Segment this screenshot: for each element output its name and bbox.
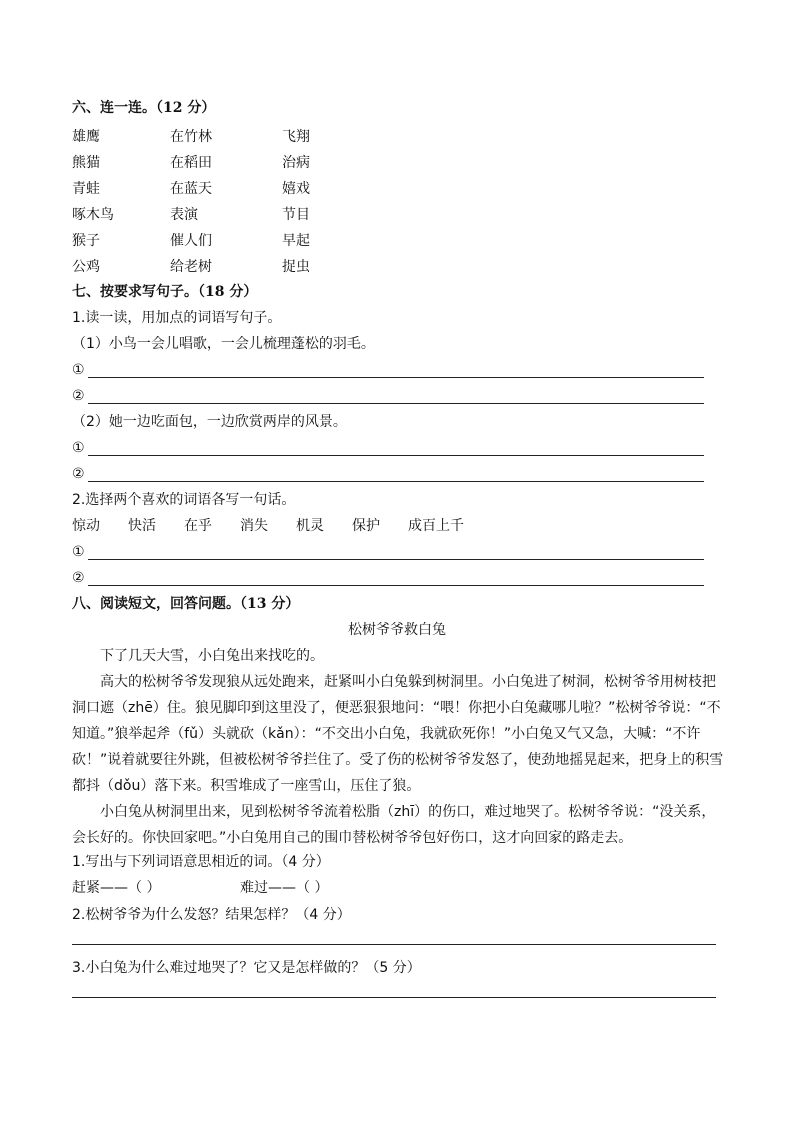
word-bank bbox=[72, 516, 492, 536]
answer-line[interactable] bbox=[72, 944, 716, 945]
question-8-1-item-1[interactable]: 赶紧——（ ） bbox=[72, 880, 161, 896]
match-subject: 熊猫 bbox=[72, 155, 100, 171]
match-action: 捉虫 bbox=[282, 259, 310, 275]
circle-2-marker: ② bbox=[72, 570, 85, 586]
word-bank-item: 惊动 bbox=[72, 518, 100, 534]
question-7-1-a: （1）小鸟一会儿唱歌，一会儿梳理蓬松的羽毛。 bbox=[72, 336, 375, 352]
answer-line[interactable] bbox=[72, 464, 704, 484]
answer-line[interactable] bbox=[72, 438, 704, 458]
circle-1-marker: ① bbox=[72, 544, 85, 560]
question-7-2: 2.选择两个喜欢的词语各写一句话。 bbox=[72, 492, 296, 508]
match-subject: 青蛙 bbox=[72, 181, 100, 197]
section-8-title: 八、阅读短文，回答问题。（13 分） bbox=[72, 596, 300, 612]
match-place: 给老树 bbox=[170, 259, 212, 275]
match-action: 治病 bbox=[282, 155, 310, 171]
word-bank-item: 保护 bbox=[352, 518, 380, 534]
story-paragraph: 高大的松树爷爷发现狼从远处跑来，赶紧叫小白兔躲到树洞里。小白兔进了树洞，松树爷爷用树枝把洞口遮（zhē）住。狼见脚印到这里没了，便恶狠狠地问：“喂！你把小白兔藏哪儿啦？”松树爷爷说：“不知道。”狼举起斧（fǔ）头就砍（kǎn）：“不交出小白兔，我就砍死你！”小白兔又气又急，大喊：“不许砍！”说着就要往外跳，但被松树爷爷拦住了。受了伤的松树爷爷发怒了，使劲地摇晃起来，把身上的积雪都抖（dǒu）落下来。积雪堆成了一座雪山，压住了狼。 bbox=[72, 674, 724, 794]
story-text bbox=[72, 643, 728, 851]
question-8-2: 2.松树爷爷为什么发怒？结果怎样？（4 分） bbox=[72, 907, 351, 923]
match-place: 表演 bbox=[170, 207, 198, 223]
question-8-3: 3.小白兔为什么难过地哭了？它又是怎样做的？（5 分） bbox=[72, 960, 421, 976]
circle-2-marker: ② bbox=[72, 466, 85, 482]
question-8-1: 1.写出与下列词语意思相近的词。（4 分） bbox=[72, 854, 330, 870]
circle-1-marker: ① bbox=[72, 440, 85, 456]
match-subject: 雄鹰 bbox=[72, 129, 100, 145]
word-bank-item: 成百上千 bbox=[408, 518, 464, 534]
section-7-title: 七、按要求写句子。（18 分） bbox=[72, 284, 258, 300]
match-place: 在蓝天 bbox=[170, 181, 212, 197]
story-paragraph: 小白兔从树洞里出来，见到松树爷爷流着松脂（zhī）的伤口，难过地哭了。松树爷爷说：“没关系，会长好的。你快回家吧。”小白兔用自己的围巾替松树爷爷包好伤口，这才向回家的路走去。 bbox=[72, 804, 716, 846]
word-bank-item: 在乎 bbox=[184, 518, 212, 534]
match-place: 在竹林 bbox=[170, 129, 212, 145]
answer-line[interactable] bbox=[72, 386, 704, 406]
circle-1-marker: ① bbox=[72, 362, 85, 378]
match-subject: 猴子 bbox=[72, 233, 100, 249]
question-7-1-b: （2）她一边吃面包，一边欣赏两岸的风景。 bbox=[72, 414, 347, 430]
match-action: 飞翔 bbox=[282, 129, 310, 145]
match-place: 在稻田 bbox=[170, 155, 212, 171]
section-6-title: 六、连一连。（12 分） bbox=[72, 100, 216, 116]
match-action: 早起 bbox=[282, 233, 310, 249]
question-8-1-item-2[interactable]: 难过——（ ） bbox=[240, 880, 329, 896]
answer-line[interactable] bbox=[72, 997, 716, 998]
story-title: 松树爷爷救白兔 bbox=[348, 622, 446, 638]
match-subject: 啄木鸟 bbox=[72, 207, 114, 223]
match-action: 节目 bbox=[282, 207, 310, 223]
story-paragraph: 下了几天大雪，小白兔出来找吃的。 bbox=[100, 648, 324, 664]
word-bank-item: 消失 bbox=[240, 518, 268, 534]
answer-line[interactable] bbox=[72, 542, 704, 562]
match-subject: 公鸡 bbox=[72, 259, 100, 275]
circle-2-marker: ② bbox=[72, 388, 85, 404]
question-7-1: 1.读一读，用加点的词语写句子。 bbox=[72, 310, 282, 326]
word-bank-item: 快活 bbox=[128, 518, 156, 534]
word-bank-item: 机灵 bbox=[296, 518, 324, 534]
match-action: 嬉戏 bbox=[282, 181, 310, 197]
answer-line[interactable] bbox=[72, 360, 704, 380]
match-place: 催人们 bbox=[170, 233, 212, 249]
answer-line[interactable] bbox=[72, 568, 704, 588]
